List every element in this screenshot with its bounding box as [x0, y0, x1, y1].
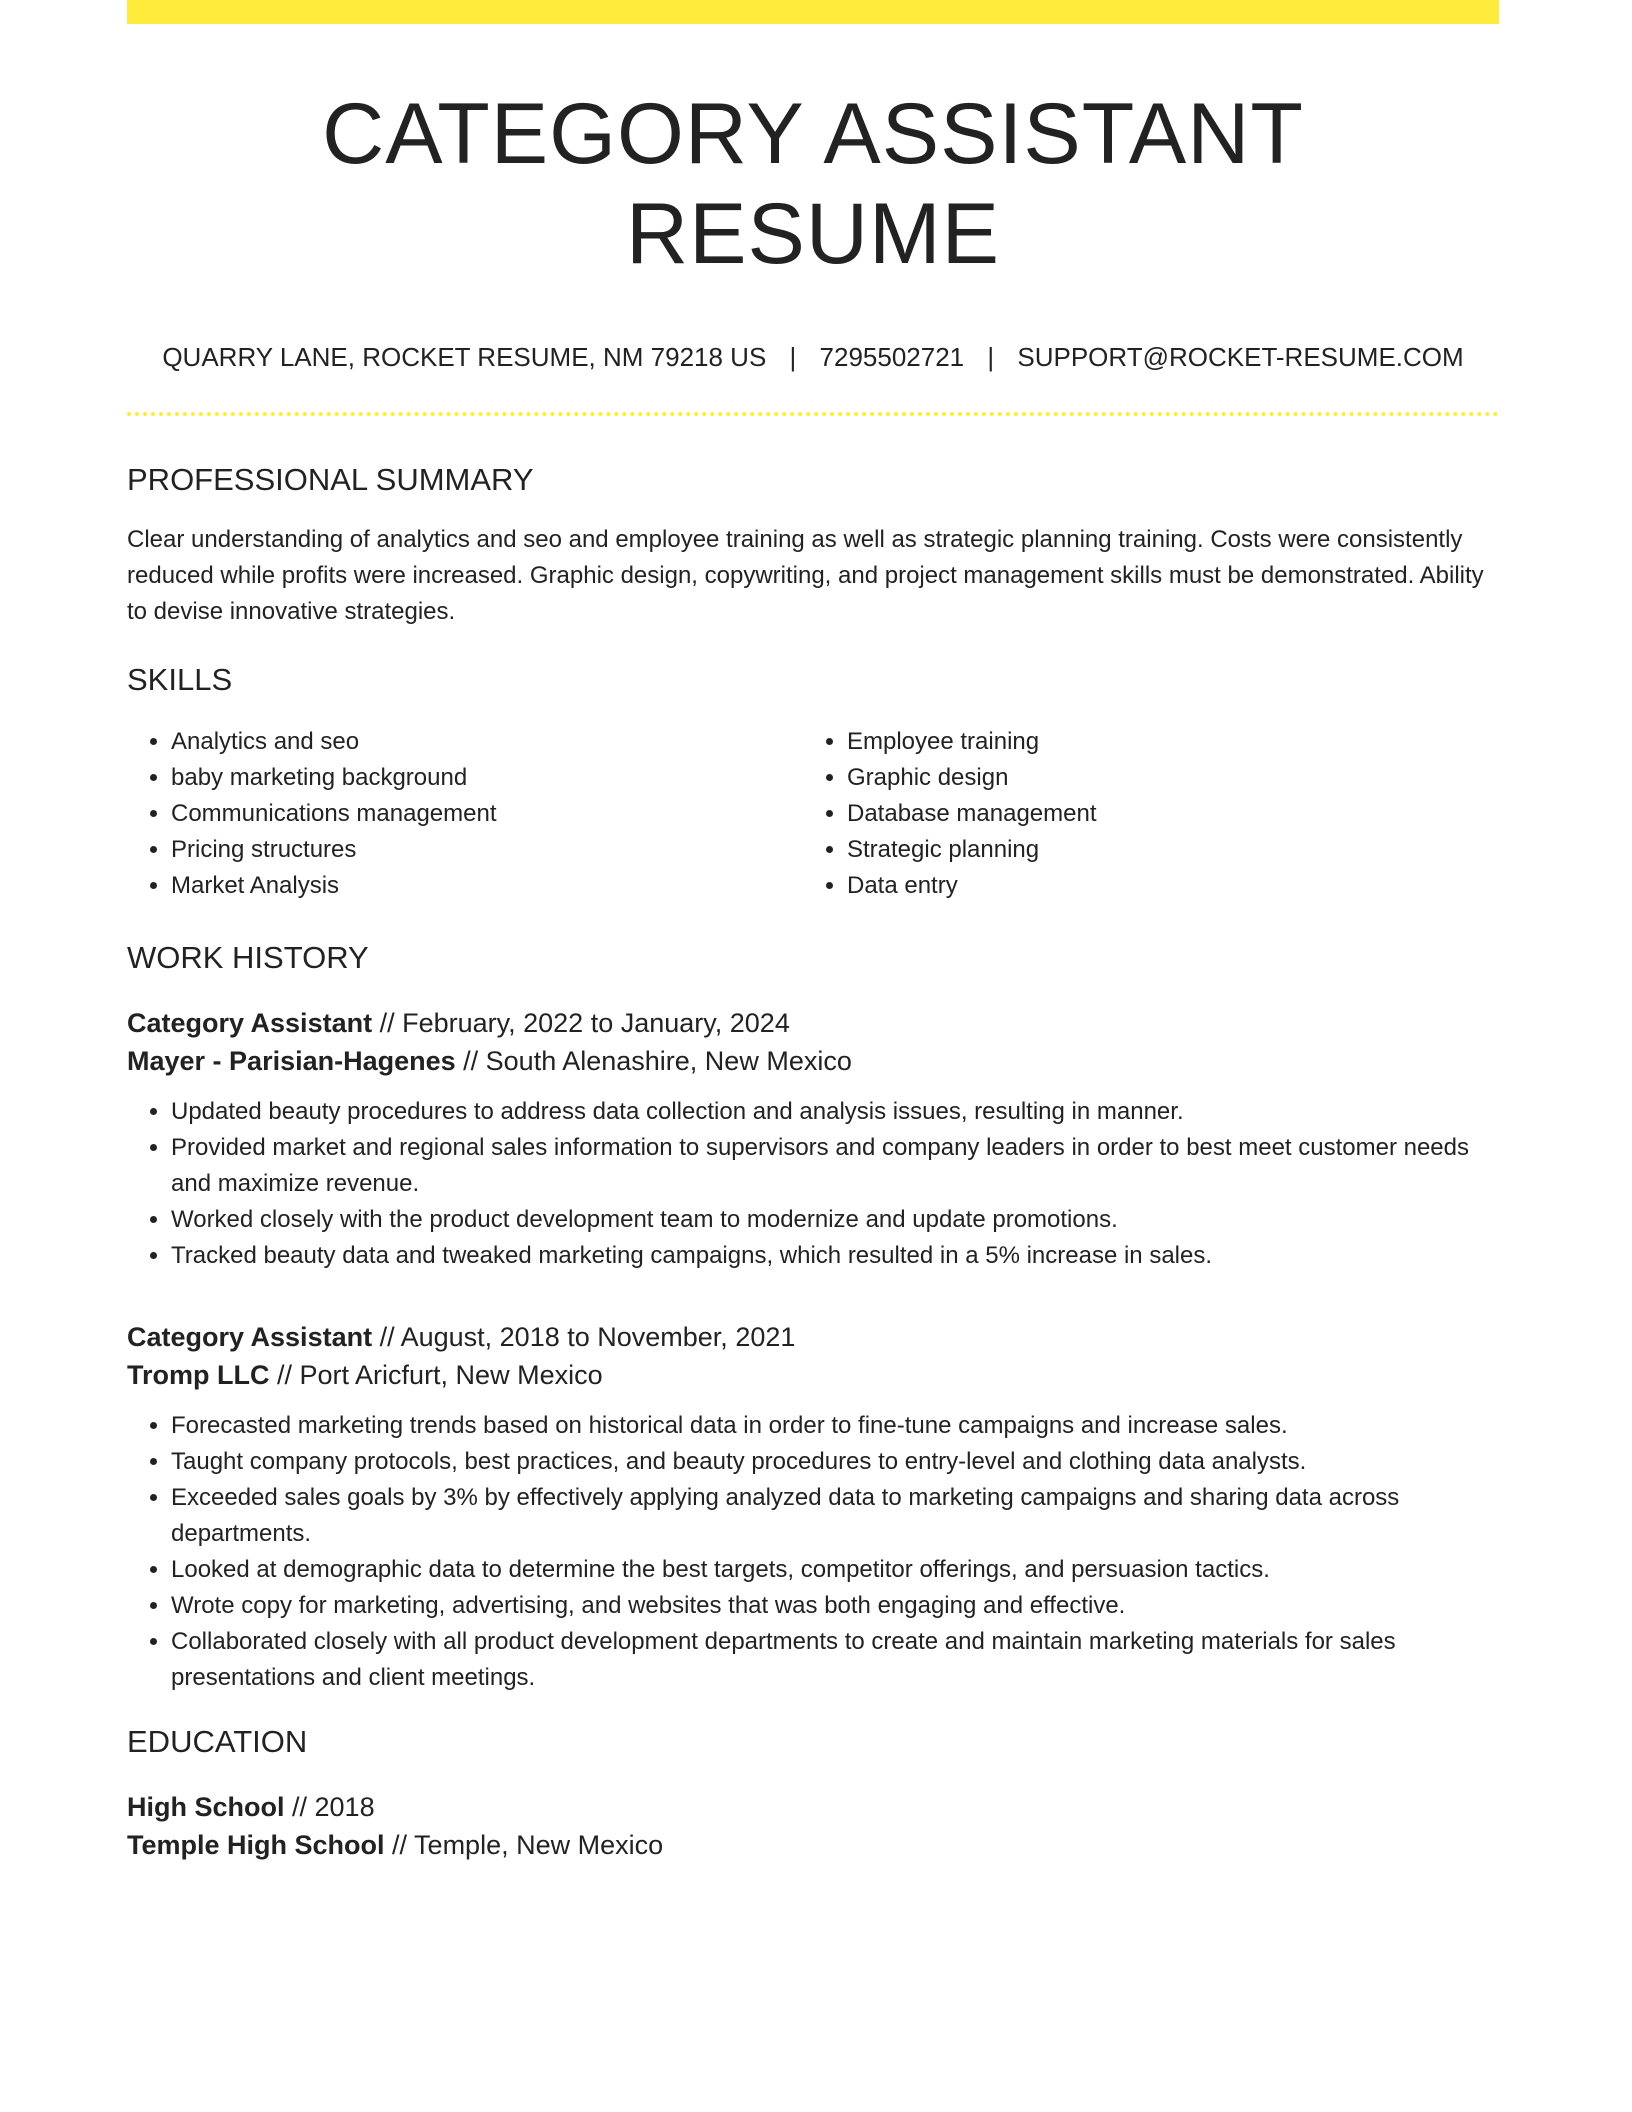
education-year: // 2018 [292, 1792, 375, 1822]
job-dates: // August, 2018 to November, 2021 [379, 1322, 796, 1352]
job-bullet: • Taught company protocols, best practices, and beauty procedures to entry-level and clothing data analysts. [171, 1444, 1499, 1480]
job-bullet: • Wrote copy for marketing, advertising, and websites that was both engaging and effective. [171, 1588, 1499, 1624]
job-title-line [127, 1004, 1499, 1042]
contact-separator: | [987, 342, 995, 372]
education-degree: High School [127, 1792, 285, 1822]
job-title-line [127, 1318, 1499, 1356]
education-degree-line [127, 1788, 1499, 1826]
contact-email: SUPPORT@ROCKET-RESUME.COM [1017, 342, 1464, 372]
work-history-heading: WORK HISTORY [127, 940, 369, 975]
resume-title: CATEGORY ASSISTANT RESUME [322, 86, 1304, 282]
skill-item: • Communications management [171, 796, 803, 832]
skills-heading: SKILLS [127, 662, 233, 697]
job-bullets [127, 1408, 1499, 1696]
skill-item: • Graphic design [847, 760, 1479, 796]
job-dates: // February, 2022 to January, 2024 [379, 1008, 790, 1038]
contact-separator: | [789, 342, 797, 372]
summary-heading: PROFESSIONAL SUMMARY [127, 462, 534, 497]
job-title: Category Assistant [127, 1008, 373, 1038]
job-bullet: • Collaborated closely with all product development departments to create and maintain marketing materials for sales presentations and client meetings. [171, 1624, 1499, 1696]
job-bullet: • Looked at demographic data to determine the best targets, competitor offerings, and persuasion tactics. [171, 1552, 1499, 1588]
job-bullet: • Worked closely with the product development team to modernize and update promotions. [171, 1202, 1499, 1238]
job-entry [127, 1004, 1499, 1274]
skill-item: • Employee training [847, 724, 1479, 760]
education-heading: EDUCATION [127, 1724, 308, 1759]
job-entry [127, 1318, 1499, 1696]
job-title: Category Assistant [127, 1322, 373, 1352]
skill-item: • Analytics and seo [171, 724, 803, 760]
job-bullet: • Updated beauty procedures to address data collection and analysis issues, resulting in manner. [171, 1094, 1499, 1130]
job-bullet: • Provided market and regional sales information to supervisors and company leaders in order to best meet customer needs and maximize revenue. [171, 1130, 1499, 1202]
job-company-line [127, 1042, 1499, 1080]
job-bullet: • Tracked beauty data and tweaked marketing campaigns, which resulted in a 5% increase in sales. [171, 1238, 1499, 1274]
dotted-divider [127, 412, 1499, 416]
contact-line [127, 340, 1499, 374]
skill-item: • Data entry [847, 868, 1479, 904]
accent-bar [127, 0, 1499, 24]
job-company-line [127, 1356, 1499, 1394]
skill-item: • Strategic planning [847, 832, 1479, 868]
skill-item: • Pricing structures [171, 832, 803, 868]
education-entry [127, 1788, 1499, 1864]
job-company: Tromp LLC [127, 1360, 270, 1390]
job-bullet: • Exceeded sales goals by 3% by effectively applying analyzed data to marketing campaigns and sharing data across departments. [171, 1480, 1499, 1552]
summary-text: Clear understanding of analytics and seo and employee training as well as strategic planning training. Costs were consistently reduced while profits were increased. Graphic design, copywriting, and project management skills must be demonstrated. Ability to devise innovative strategies. [127, 526, 1484, 625]
job-location: // Port Aricfurt, New Mexico [277, 1360, 603, 1390]
job-location: // South Alenashire, New Mexico [463, 1046, 852, 1076]
skill-item: • Database management [847, 796, 1479, 832]
skills-list [127, 724, 1499, 904]
contact-phone: 7295502721 [819, 342, 965, 372]
job-bullet: • Forecasted marketing trends based on historical data in order to fine-tune campaigns and increase sales. [171, 1408, 1499, 1444]
skill-item: • Market Analysis [171, 868, 803, 904]
education-location: // Temple, New Mexico [392, 1830, 664, 1860]
skill-item: • baby marketing background [171, 760, 803, 796]
job-bullets [127, 1094, 1499, 1274]
contact-address: QUARRY LANE, ROCKET RESUME, NM 79218 US [162, 342, 767, 372]
skills-column-right [803, 724, 1479, 904]
skills-column-left [127, 724, 803, 904]
education-school-line [127, 1826, 1499, 1864]
job-company: Mayer - Parisian-Hagenes [127, 1046, 456, 1076]
resume-page [127, 0, 1499, 1864]
education-school: Temple High School [127, 1830, 385, 1860]
